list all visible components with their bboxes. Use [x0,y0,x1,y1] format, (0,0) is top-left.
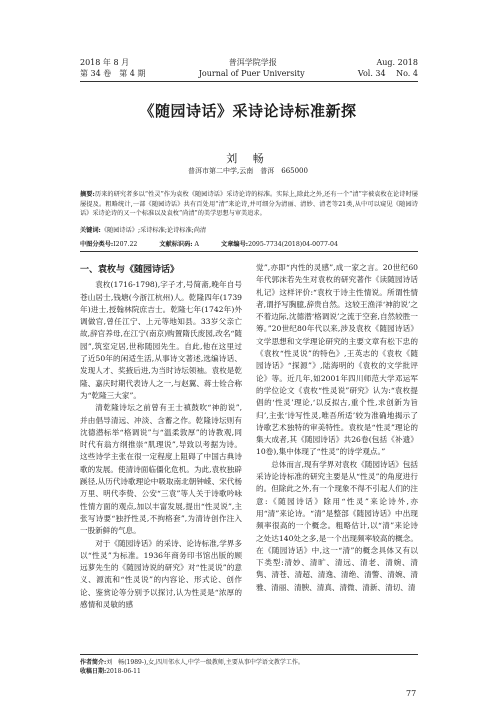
doc-value: A [194,241,200,248]
journal-header-block [80,57,418,79]
footnote-date [80,667,418,676]
header-volume: 第 34 卷 第 4 期 [80,69,146,78]
keywords [80,226,418,236]
clc-value: I207.22 [113,241,138,248]
article-number [221,239,338,248]
paragraph: 袁枚(1716-1798),字子才,号简斋,晚年自号苍山居士,钱塘(今浙江杭州)人。乾隆四年(1739年)进士,授翰林院庶吉士。乾隆七年(1742年)外调做官,曾任江宁、上元等地知县。33岁父亲亡故,辞官养母,在江宁(南京)购置隋氏废园,改名“随园”,筑室定居,世称随园先生。自此,他在这里过了近50年的闲适生活,从事诗文著述,选编诗话、发现人才、奖掖后进,为当时诗坛领袖。袁枚是乾隆、嘉庆时期代表诗人之一,与赵翼、蒋士铨合称为“乾隆三大家”。 [80,280,242,400]
doc-label: 文献标识码: [159,241,193,248]
header-row-2 [80,68,418,79]
article-number-value: 2095-7734(2018)04-0077-04 [248,241,338,248]
paragraph: 对于《随园诗话》的采诗、论诗标准,学界多以“性灵”为标准。1936年商务印书馆出版的顾远萝先生的《随园诗说的研究》对“性灵说”的意义、源流和“性灵说”的内容论、形式论、创作论、鉴赏论等分别予以探讨,认为性灵是“浓厚的感情和灵敏的感 [80,538,242,610]
doc-code [159,239,199,248]
header-date: 2018 年 8 月 [80,58,130,67]
page-number: 77 [406,689,417,698]
abstract [80,190,418,219]
paragraph: 清乾隆诗坛之前曾有王士禛鼓吹“神韵说”,并由倡导清远、冲淡、含蓄之作。乾隆诗坛则有沈德潜标举“格调说”与“温柔敦厚”的诗教观,同时代有翁方纲推崇“肌理说”,导致以考据为诗。这些诗学主张在很一定程度上阻碍了中国古典诗歌的发展。使清诗面临僵化危机。为此,袁枚独辟蹊径,从历代诗歌理论中吸取南北朝钟嵘、宋代杨万里、明代李贽、公安“三袁”等人关于诗歌吟咏性情方面的观点,加以丰富发展,提出“性灵说”,主张写诗要“独抒性灵,不拘格套”,为清诗创作注入一股新鲜的气息。 [80,403,242,536]
header-date-en: Aug. 2018 [376,58,418,67]
paragraph: 觉”,亦即“内性的灵感”,成一家之言。20世纪60年代郭沫若先生对袁枚的研究著作《读随园诗话札记》这样评价:“袁枚于诗主性情说。所谓性情者,谓抒写胸臆,辞贵自然。这较王渔洋‘神韵说’之不着边际,沈德潜‘格调说’之流于空套,自然较胜一筹。”20世纪80年代以来,涉及袁枚《随园诗话》文学思想和文学理论研究的主要文章有松下忠的《袁枚“性灵说”的特色》,王英志的《袁枚《随园诗话》“探源”》,陆海明的《袁枚的文学批评论》等。近几年,如2001年四川师范大学邓运军的学位论文《袁枚“性灵说”研究》认为:“袁枚提倡的‘性灵’理论,‘以反拟古,重个性,求创新为旨归’,主张‘诗写性灵,唯吾所适’较为准确地揭示了诗歌艺术独特的审美特性。袁枚是“性灵”理论的集大成者,其《随园诗话》共26卷(包括《补遗》10卷),集中体现了“性灵”的诗学观点。” [256,263,418,457]
article-author: 刘 畅 [226,152,270,165]
footnote-author-label: 作者简介: [80,659,107,666]
header-rule [80,81,418,82]
paragraph: 总体而言,现有学界对袁枚《随园诗话》包括采诗论诗标准的研究主要是从“性灵”的角度进行的。但除此之外,有一个现象不得不引起人们的注意:《随园诗话》除用“性灵”来论诗外,亦用“清”来论诗。“清”是整部《随园诗话》中出现频率很高的一个概念。粗略估计,以“清”来论诗之处达140处之多,是一个出现频率较高的概念。在《随园诗话》中,这一“清”的概念具体又有以下类型:清妙、清旷、清远、清老、清婉、清隽、清苍、清超、清逸、清绝、清警、清婉、清雅、清丽、清腴、清真、清微、清新、清切、清 [256,459,418,592]
clc-label: 中图分类号: [80,241,114,248]
keywords-label: 关键词: [80,227,101,234]
header-row-1 [80,57,418,68]
footnote-date-text: 2018-06-11 [106,668,141,675]
clc-code [80,239,137,248]
footnote-date-label: 收稿日期: [80,668,107,675]
footnote-author [80,658,418,667]
header-journal-en: Journal of Puer University [198,69,305,78]
header-volume-en: Vol. 34 No. 4 [357,69,418,78]
footnote-rule [80,654,418,655]
footnote-author-text: 刘 畅(1989-),女,四川邻水人,中学一级教师,主要从事中学语文教学工作。 [106,659,304,666]
article-number-label: 文章编号: [221,241,249,248]
article-title: 《随园诗话》采诗论诗标准新探 [139,102,357,120]
header-journal-cn: 普洱学院学报 [228,58,277,67]
keywords-text: 《随园诗话》;采诗标准;论诗标准;尚清 [100,227,207,234]
footnote [80,658,418,676]
article-affiliation: 普洱市第二中学,云南 普洱 665000 [188,167,308,175]
right-column [256,262,418,594]
abstract-label: 摘要: [80,191,95,198]
classification-line [80,239,418,248]
left-column [80,262,242,611]
section-heading: 一、袁枚与《随园诗话》 [80,265,180,275]
abstract-text: 历来的研究者多以“性灵”作为袁枚《随园诗话》采诗论诗的标准。实际上,除此之外,还有一个“清”字被袁枚在论诗时屡屡提及。粗略统计,一部《随园诗话》共有百处用“清”来论诗,并可细分为清丽、清妙、清老等21类,从中可以窥见《随园诗话》采诗论诗的又一个标准以及袁枚“尚清”的美学思想与审美追求。 [80,191,418,217]
abstract-rule [80,251,418,252]
